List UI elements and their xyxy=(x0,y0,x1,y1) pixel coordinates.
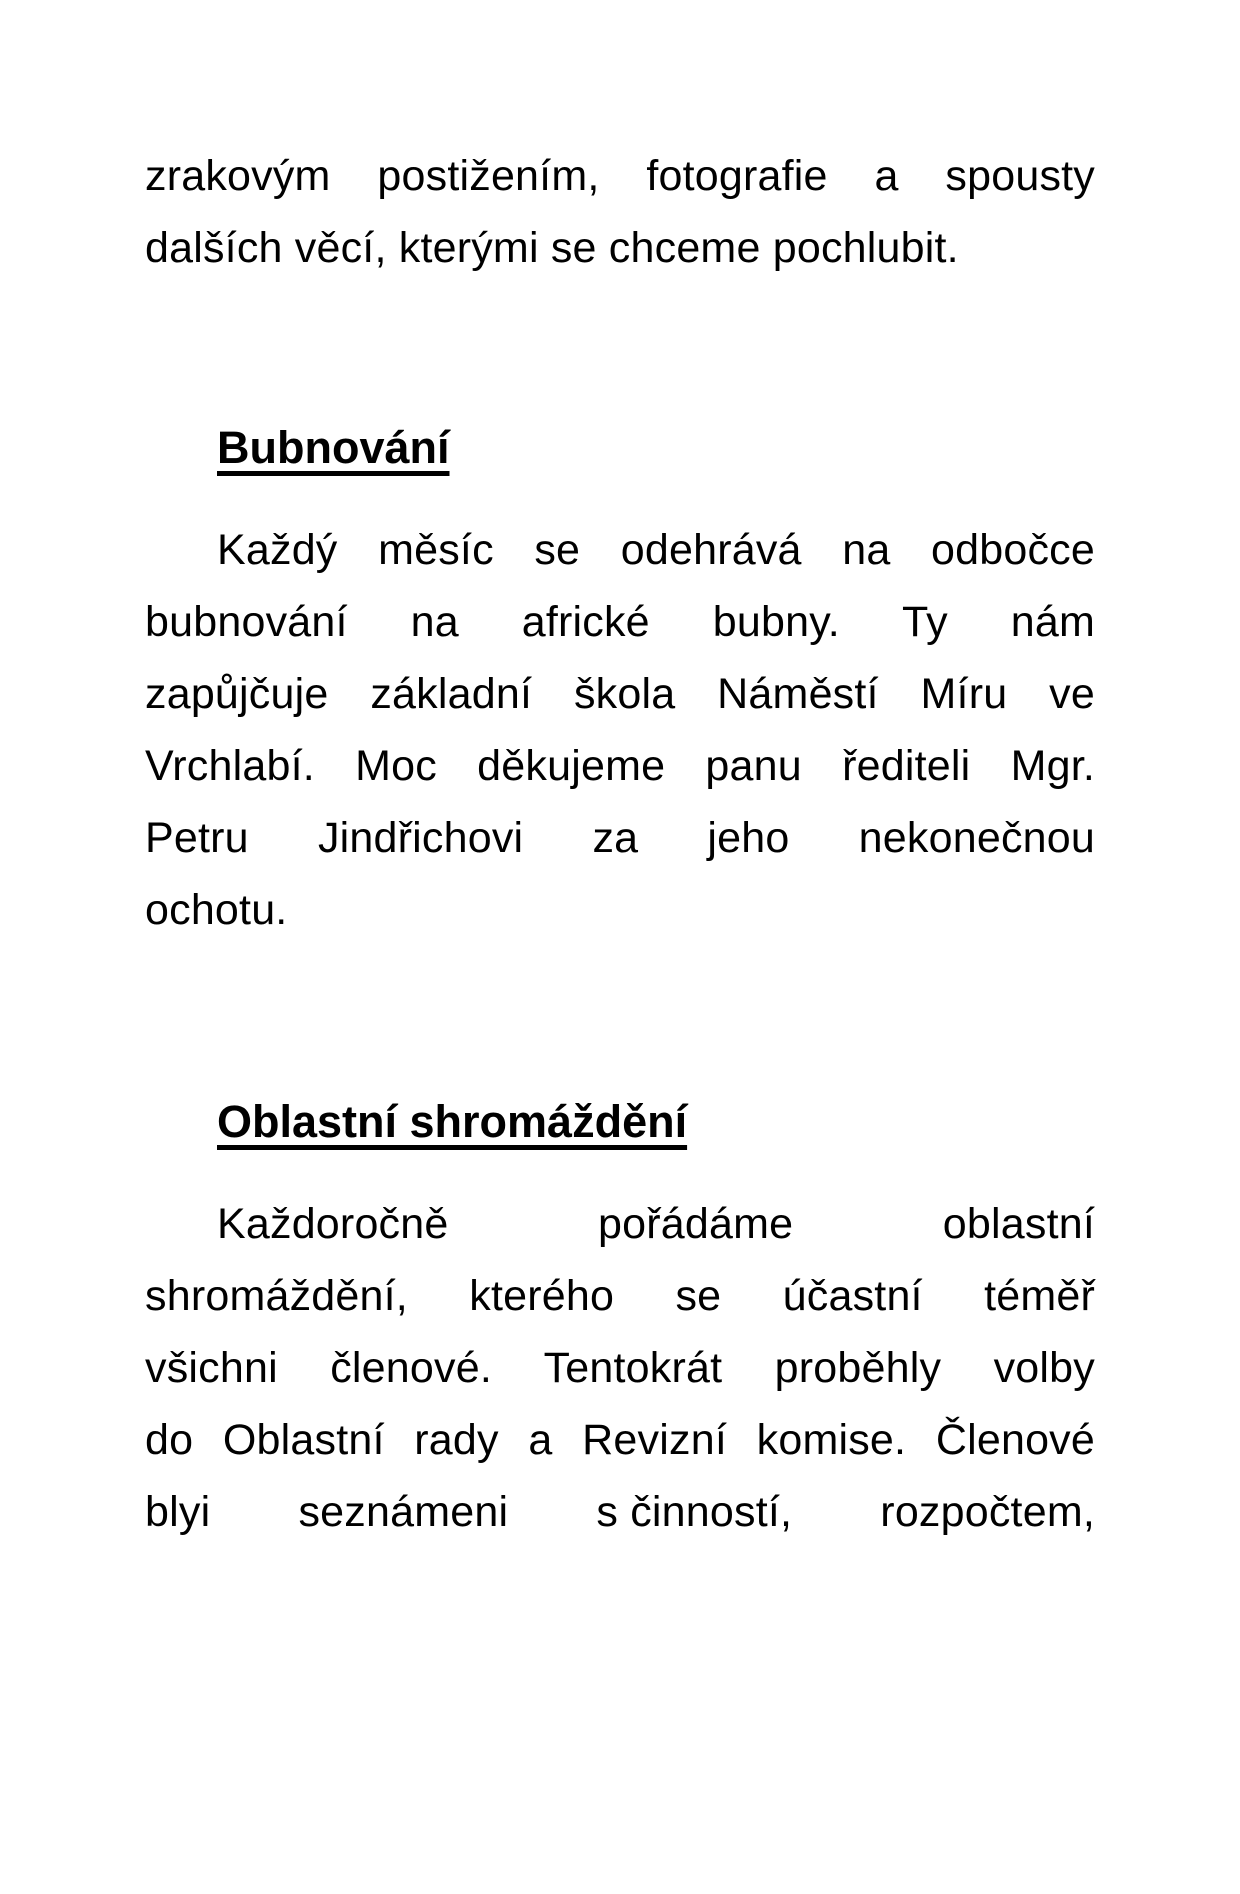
text-line: dalších věcí, kterými se chceme pochlubit. xyxy=(145,224,959,272)
section-paragraph-oblastni-shromazdeni xyxy=(145,1188,1095,1548)
text-line: do Oblastní rady a Revizní komise. Členové xyxy=(145,1416,1095,1464)
text-word: seznámeni xyxy=(298,1488,509,1536)
text-line: shromáždění, kterého se účastní téměř xyxy=(145,1272,1095,1320)
text-line: bubnování na africké bubny. Ty nám xyxy=(145,598,1095,646)
page-content xyxy=(0,140,1240,1894)
text-word: blyi xyxy=(145,1488,211,1536)
text-line: Každoročně pořádáme oblastní xyxy=(217,1200,1095,1248)
text-line: ochotu. xyxy=(145,886,288,934)
heading-underlined-text: Oblastní shromáždění xyxy=(217,1096,688,1147)
text-line: všichni členové. Tentokrát proběhly volby xyxy=(145,1344,1095,1392)
text-line: Každý měsíc se odehrává na odbočce xyxy=(217,526,1095,574)
section-paragraph-bubnovani xyxy=(145,514,1095,946)
text-line xyxy=(145,1476,1095,1548)
text-line: Petru Jindřichovi za jeho nekonečnou xyxy=(145,814,1095,862)
document-page xyxy=(0,140,1240,1894)
text-word-pair: s činností, xyxy=(596,1488,793,1536)
heading-underlined-text: Bubnování xyxy=(217,422,450,473)
text-line: zapůjčuje základní škola Náměstí Míru ve xyxy=(145,670,1095,718)
text-line: Vrchlabí. Moc děkujeme panu řediteli Mgr. xyxy=(145,742,1095,790)
section-heading-oblastni-shromazdeni xyxy=(145,1086,1095,1158)
text-word: rozpočtem, xyxy=(880,1488,1095,1536)
text-line: zrakovým postižením, fotografie a spousty xyxy=(145,152,1095,200)
section-heading-bubnovani xyxy=(145,412,1095,484)
intro-paragraph xyxy=(145,140,1095,284)
